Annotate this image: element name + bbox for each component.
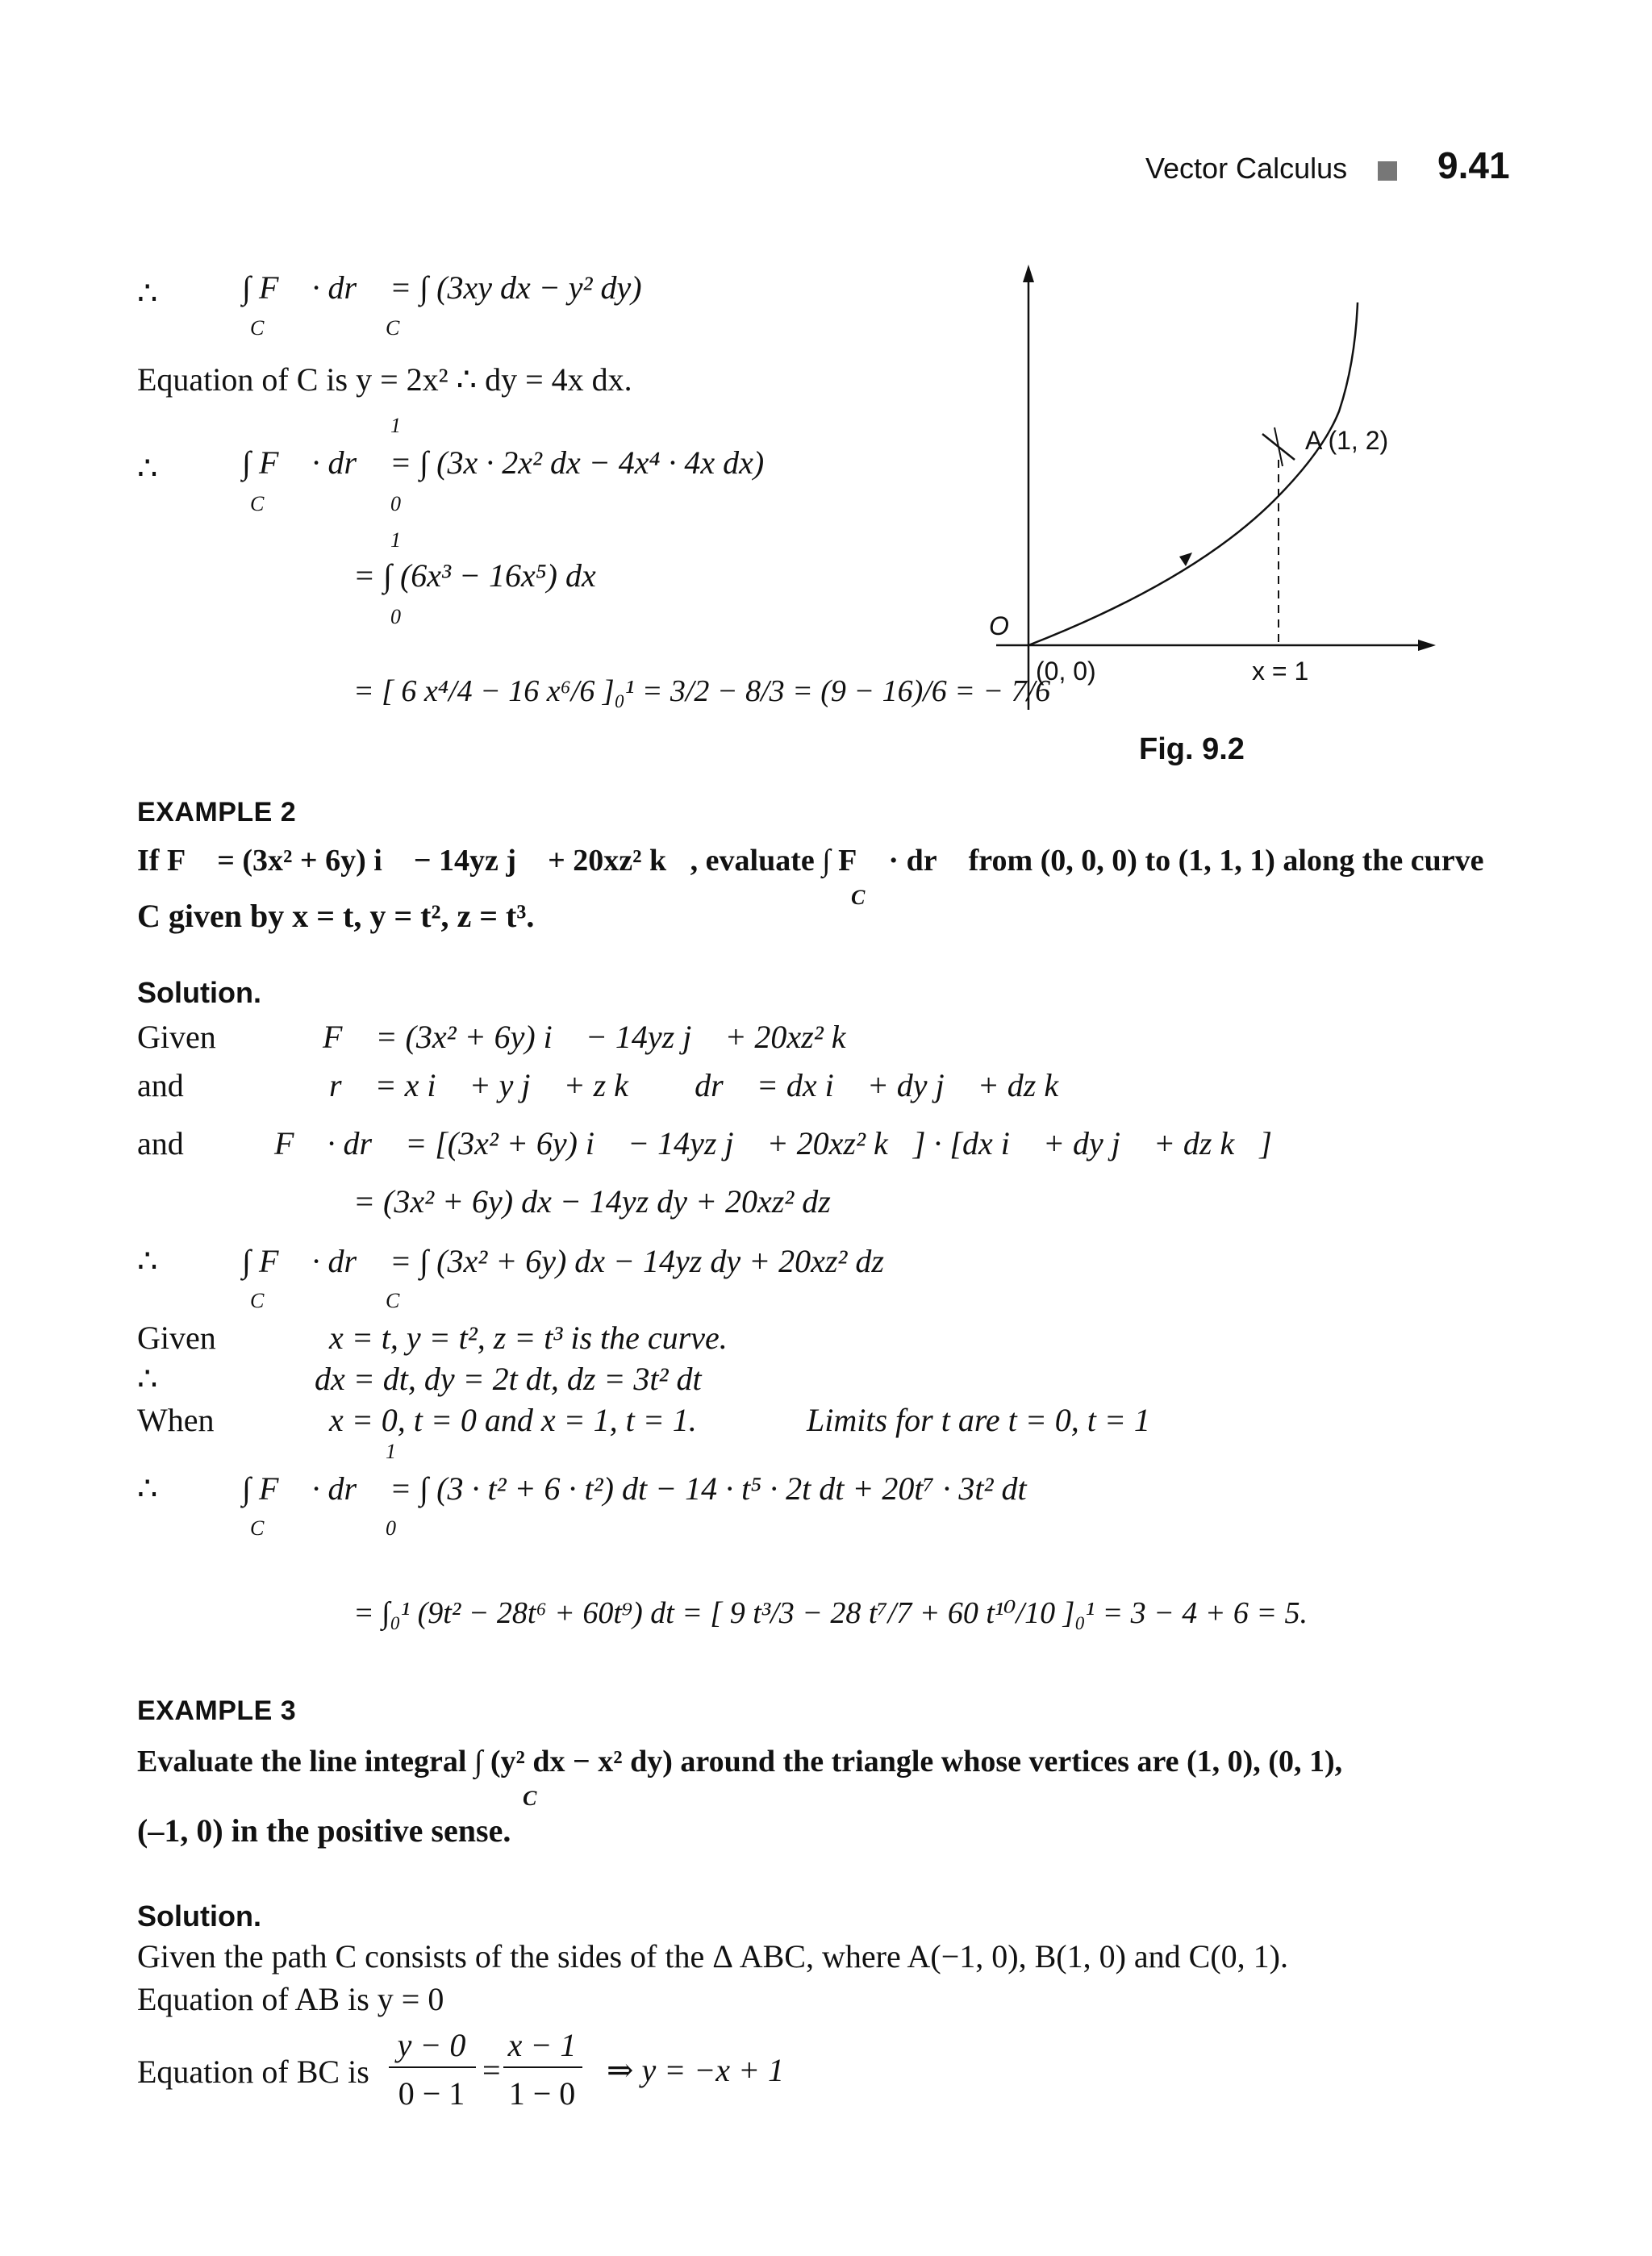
- integral-sub-c: C: [250, 1516, 265, 1540]
- row-label: ∴: [137, 1361, 158, 1397]
- example-3-problem-line-1: Evaluate the line integral ∫ (y² dx − x² dy) around the triangle whose vertices are (1, 0), (0, 1),: [137, 1745, 1343, 1779]
- limits-condition: x = 0, t = 0 and x = 1, t = 1.: [329, 1402, 697, 1438]
- origin-label: O: [989, 611, 1009, 640]
- integral-lower-limit: 0: [390, 492, 401, 515]
- row-label: ∴: [137, 1470, 158, 1507]
- figure-caption: Fig. 9.2: [1139, 732, 1245, 766]
- equation-ab: Equation of AB is y = 0: [137, 1981, 444, 2017]
- integral-upper-limit: 1: [390, 414, 401, 437]
- example-3-problem-line-2: (–1, 0) in the positive sense.: [137, 1812, 511, 1849]
- example-2-problem-line-1: If F⃗ = (3x² + 6y) i⃗ − 14yz j⃗ + 20xz² k⃗, evaluate ∫ F⃗ · dr⃗ from (0, 0, 0) to (1, 1, 1) along the curve: [137, 844, 1484, 878]
- evaluation-line: = [ 6 x⁴/4 − 16 x⁶/6 ]₀¹ = 3/2 − 8/3 = (9 − 16)/6 = − 7/6: [353, 674, 1051, 708]
- integral-sub-c: C: [386, 316, 400, 340]
- fraction-bar: [503, 2066, 582, 2068]
- page-number: 9.41: [1437, 144, 1510, 186]
- integral-sub-c: C: [523, 1787, 537, 1810]
- integral-sub-c: C: [250, 1289, 265, 1312]
- integral-sub-c: C: [250, 492, 265, 515]
- row-expression: F⃗ = (3x² + 6y) i⃗ − 14yz j⃗ + 20xz² k⃗: [323, 1019, 871, 1055]
- differentials: dx = dt, dy = 2t dt, dz = 3t² dt: [315, 1361, 702, 1397]
- equals-sign: =: [482, 2052, 501, 2088]
- integral-line-3: = ∫ (6x³ − 16x⁵) dx: [353, 557, 596, 594]
- fraction-denominator: 1 − 0: [508, 2075, 576, 2112]
- row-label: Given: [137, 1320, 216, 1356]
- integral-sub-c: C: [851, 886, 866, 909]
- row-label: When: [137, 1402, 215, 1438]
- x-equals-1-label: x = 1: [1252, 657, 1309, 686]
- final-integral-line-1: ∫ F⃗ · dr⃗ = ∫ (3 · t² + 6 · t²) dt − 14 · t⁵ · 2t dt + 20t⁷ · 3t² dt: [242, 1470, 1027, 1507]
- row-expression: ∫ F⃗ · dr⃗ = ∫ (3x² + 6y) dx − 14yz dy + 20xz² dz: [242, 1243, 884, 1279]
- example-3-heading: EXAMPLE 3: [137, 1695, 297, 1726]
- solution-heading: Solution.: [137, 976, 261, 1009]
- x-axis-arrow: [1418, 640, 1436, 651]
- integral-lower-limit: 0: [390, 605, 401, 628]
- fraction-numerator: y − 0: [397, 2027, 466, 2063]
- fraction-bar: [389, 2066, 476, 2068]
- integral-sub-c: C: [250, 316, 265, 340]
- parabola-curve: [1028, 302, 1358, 645]
- row-label: Given: [137, 1019, 216, 1055]
- curve-equation: Equation of C is y = 2x² ∴ dy = 4x dx.: [137, 361, 632, 398]
- integral-sub-c: C: [386, 1289, 400, 1312]
- fraction-denominator: 0 − 1: [398, 2075, 465, 2112]
- row-label: ∴: [137, 1243, 158, 1279]
- row-expression: r⃗ = x i⃗ + y j⃗ + z k⃗ ∴ dr⃗ = dx i⃗ + dy j⃗ + dz k⃗: [329, 1067, 1084, 1103]
- limits-for-t: Limits for t are t = 0, t = 1: [807, 1402, 1150, 1438]
- row-expression: = (3x² + 6y) dx − 14yz dy + 20xz² dz: [353, 1183, 831, 1220]
- integral-upper-limit: 1: [386, 1440, 396, 1463]
- example-2-heading: EXAMPLE 2: [137, 797, 297, 828]
- figure-9-2: [952, 258, 1452, 742]
- integral-line-2: ∫ F⃗ · dr⃗ = ∫ (3x · 2x² dx − 4x⁴ · 4x dx): [242, 444, 765, 481]
- implies-result: ⇒ y = −x + 1: [607, 2052, 784, 2088]
- equation-bc-prefix: Equation of BC is: [137, 2054, 369, 2090]
- integral-lower-limit: 0: [386, 1516, 396, 1540]
- curve-direction-arrow: [1179, 553, 1192, 566]
- solution-line: Given the path C consists of the sides of the Δ ABC, where A(−1, 0), B(1, 0) and C(0, 1).: [137, 1938, 1288, 1975]
- running-title: Vector Calculus: [1145, 152, 1348, 185]
- example-2-problem-line-2: C given by x = t, y = t², z = t³.: [137, 898, 535, 934]
- final-integral-line-2: = ∫₀¹ (9t² − 28t⁶ + 60t⁹) dt = [ 9 t³/3 − 28 t⁷/7 + 60 t¹⁰/10 ]₀¹ = 3 − 4 + 6 = 5.: [353, 1596, 1308, 1630]
- fraction-numerator: x − 1: [507, 2027, 577, 2063]
- integral-upper-limit: 1: [390, 528, 401, 552]
- integral-line-1: ∫ F⃗ · dr⃗ = ∫ (3xy dx − y² dy): [242, 269, 642, 306]
- header-square-bullet: [1378, 161, 1397, 181]
- origin-coord-label: (0, 0): [1036, 657, 1096, 686]
- therefore-symbol: ∴: [137, 450, 158, 486]
- row-label: and: [137, 1125, 184, 1161]
- row-label: and: [137, 1067, 184, 1103]
- point-a-label: A (1, 2): [1305, 426, 1389, 455]
- curve-parametrization: x = t, y = t², z = t³ is the curve.: [329, 1320, 728, 1356]
- therefore-symbol: ∴: [137, 275, 158, 311]
- solution-heading: Solution.: [137, 1899, 261, 1933]
- row-expression: F⃗ · dr⃗ = [(3x² + 6y) i⃗ − 14yz j⃗ + 20xz² k⃗] · [dx i⃗ + dy j⃗ + dz k⃗]: [274, 1125, 1272, 1161]
- y-axis-arrow: [1023, 265, 1034, 282]
